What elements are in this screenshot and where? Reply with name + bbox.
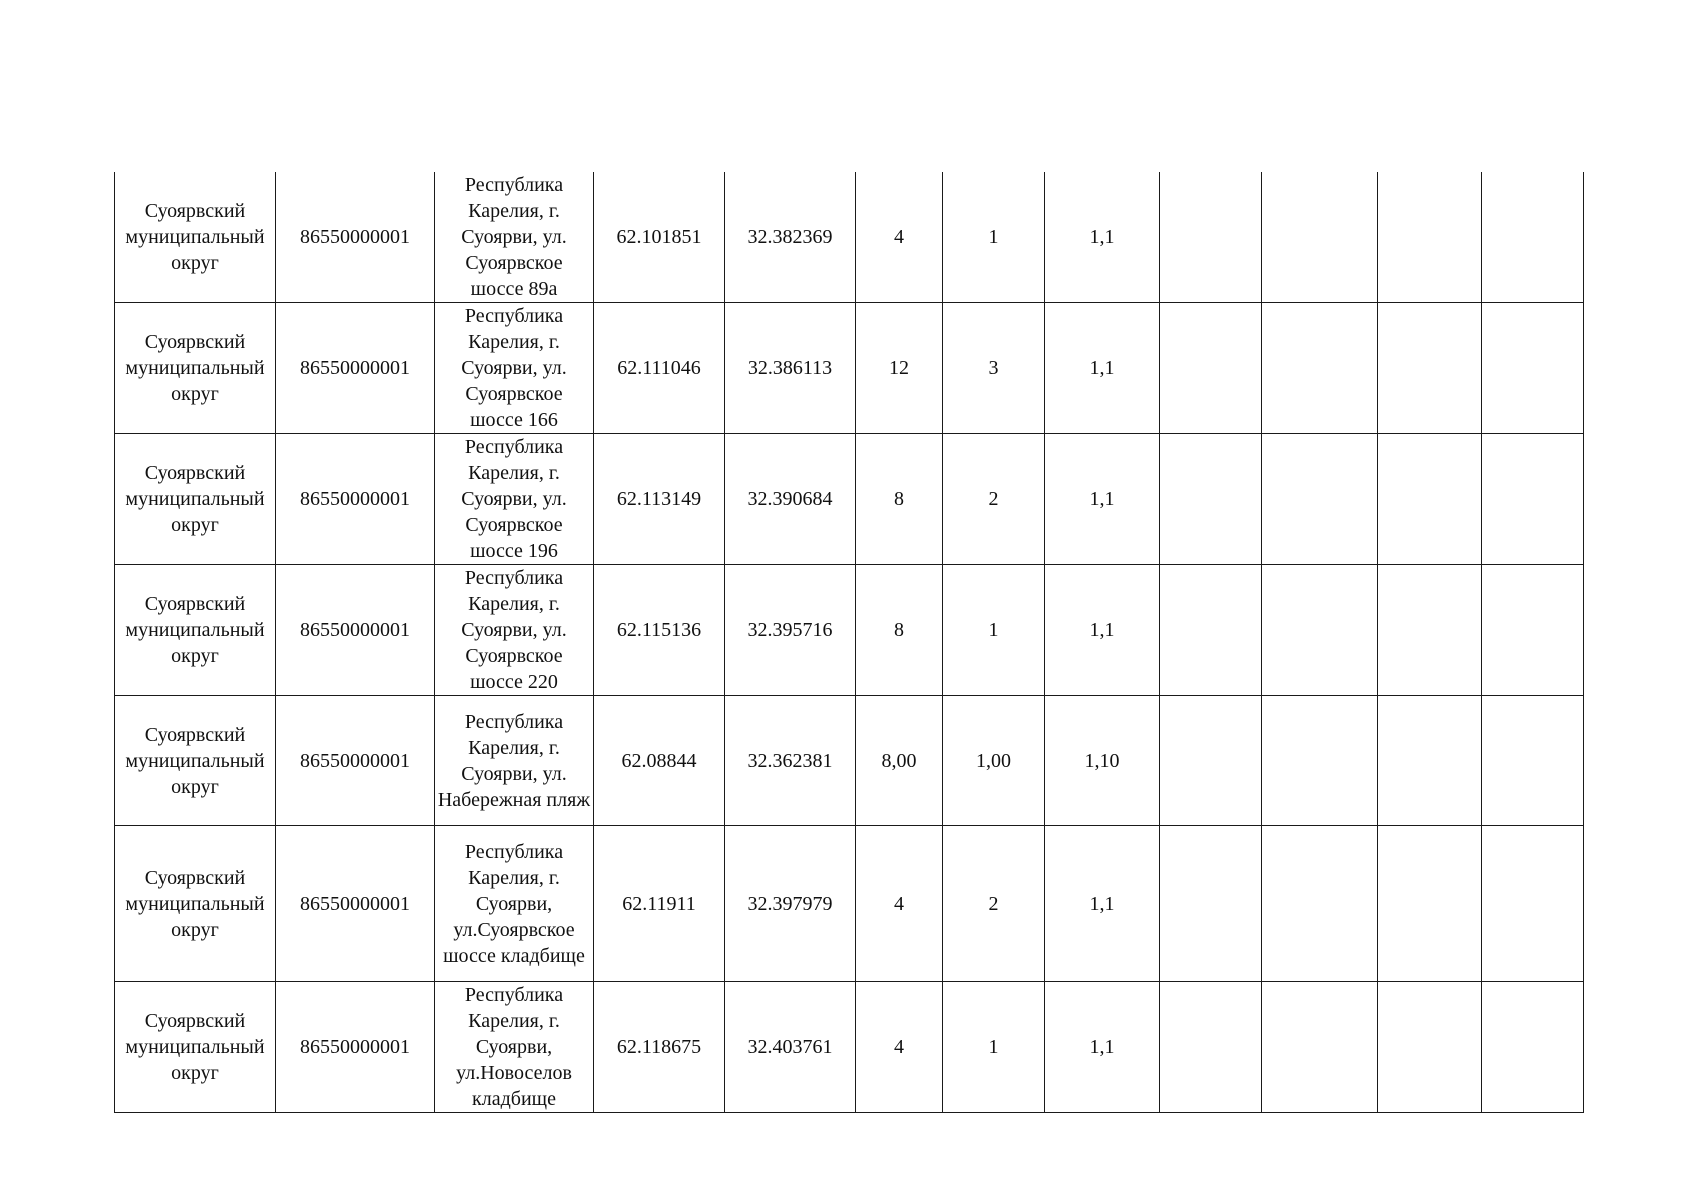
container-sites-table [114, 172, 1584, 1113]
latitude-text: 62.111046 [617, 357, 701, 379]
oktmo-cell [276, 172, 435, 303]
empty-cell [1482, 172, 1584, 303]
district-cell [115, 565, 276, 696]
empty-cell [1482, 434, 1584, 565]
col7-cell [943, 434, 1045, 565]
longitude-text: 32.397979 [747, 892, 833, 915]
empty-cell [1378, 303, 1482, 434]
table-row [115, 303, 1584, 434]
empty-cell [1262, 565, 1378, 696]
empty-cell [1160, 982, 1262, 1113]
empty-cell [1378, 172, 1482, 303]
col8-text: 1,1 [1089, 619, 1115, 641]
col8-text: 1,1 [1089, 892, 1115, 915]
table-row [115, 696, 1584, 826]
col6-text: 8,00 [881, 749, 917, 772]
address-text: Республика Карелия, г. Суоярви, ул. Набережная пляж [437, 710, 591, 811]
col8-text: 1,1 [1089, 1036, 1115, 1058]
oktmo-cell [276, 982, 435, 1113]
col8-text: 1,1 [1089, 357, 1115, 379]
empty-cell [1262, 434, 1378, 565]
col6-cell [856, 303, 943, 434]
district-cell [115, 172, 276, 303]
address-cell [435, 565, 594, 696]
col8-cell [1045, 565, 1160, 696]
longitude-cell [725, 982, 856, 1113]
district-cell [115, 982, 276, 1113]
col8-cell [1045, 982, 1160, 1113]
longitude-cell [725, 565, 856, 696]
latitude-cell [594, 696, 725, 826]
col6-cell [856, 172, 943, 303]
empty-cell [1378, 982, 1482, 1113]
latitude-cell [594, 982, 725, 1113]
address-text: Республика Карелия, г. Суоярви, ул. Суоярвское шоссе 196 [461, 436, 567, 562]
district-cell [115, 434, 276, 565]
address-text: Республика Карелия, г. Суоярви, ул. Суоярвское шоссе 89а [461, 174, 567, 300]
longitude-text: 32.390684 [747, 488, 833, 510]
district-cell [115, 696, 276, 826]
empty-cell [1378, 565, 1482, 696]
col7-cell [943, 565, 1045, 696]
empty-cell [1262, 982, 1378, 1113]
latitude-cell [594, 826, 725, 982]
col8-cell [1045, 303, 1160, 434]
empty-cell [1160, 565, 1262, 696]
address-text: Республика Карелия, г. Суоярви, ул. Суоярвское шоссе 220 [461, 567, 567, 693]
col8-cell [1045, 696, 1160, 826]
latitude-text: 62.113149 [616, 488, 702, 510]
col7-text: 1 [988, 226, 999, 248]
address-text: Республика Карелия, г. Суоярви, ул.Суоярвское шоссе кладбище [443, 840, 585, 967]
col6-cell [856, 434, 943, 565]
address-cell [435, 696, 594, 826]
district-text: Суоярвский муниципальный округ [125, 593, 265, 667]
oktmo-text: 86550000001 [300, 749, 410, 772]
col8-text: 1,1 [1089, 226, 1115, 248]
latitude-cell [594, 434, 725, 565]
empty-cell [1262, 303, 1378, 434]
col7-text: 2 [988, 892, 999, 915]
col6-cell [856, 982, 943, 1113]
col6-cell [856, 826, 943, 982]
latitude-text: 62.115136 [616, 619, 702, 641]
col8-cell [1045, 172, 1160, 303]
longitude-cell [725, 303, 856, 434]
district-text: Суоярвский муниципальный округ [125, 200, 265, 274]
empty-cell [1378, 696, 1482, 826]
latitude-cell [594, 172, 725, 303]
address-cell [435, 303, 594, 434]
address-cell [435, 982, 594, 1113]
col8-text: 1,10 [1084, 749, 1120, 772]
table-row [115, 982, 1584, 1113]
table-row [115, 565, 1584, 696]
address-cell [435, 434, 594, 565]
district-text: Суоярвский муниципальный округ [125, 723, 265, 798]
table-row [115, 172, 1584, 303]
col8-text: 1,1 [1089, 488, 1115, 510]
latitude-cell [594, 303, 725, 434]
empty-cell [1262, 172, 1378, 303]
table-row [115, 826, 1584, 982]
col6-text: 12 [889, 357, 909, 379]
col7-cell [943, 303, 1045, 434]
empty-cell [1160, 172, 1262, 303]
empty-cell [1378, 434, 1482, 565]
col7-text: 1 [988, 619, 999, 641]
empty-cell [1160, 434, 1262, 565]
latitude-text: 62.08844 [621, 749, 697, 772]
col6-cell [856, 565, 943, 696]
address-cell [435, 826, 594, 982]
longitude-cell [725, 696, 856, 826]
empty-cell [1160, 696, 1262, 826]
longitude-cell [725, 434, 856, 565]
latitude-text: 62.118675 [616, 1036, 702, 1058]
oktmo-text: 86550000001 [300, 619, 410, 641]
address-text: Республика Карелия, г. Суоярви, ул. Суоярвское шоссе 166 [461, 305, 567, 431]
col7-cell [943, 982, 1045, 1113]
longitude-cell [725, 172, 856, 303]
col6-cell [856, 696, 943, 826]
longitude-text: 32.386113 [747, 357, 833, 379]
district-text: Суоярвский муниципальный округ [125, 331, 265, 405]
col7-text: 1 [988, 1036, 999, 1058]
empty-cell [1160, 303, 1262, 434]
district-cell [115, 303, 276, 434]
district-text: Суоярвский муниципальный округ [125, 462, 265, 536]
district-text: Суоярвский муниципальный округ [125, 1010, 265, 1084]
address-text: Республика Карелия, г. Суоярви, ул.Новоселов кладбище [456, 984, 572, 1110]
oktmo-text: 86550000001 [300, 1036, 410, 1058]
col8-cell [1045, 826, 1160, 982]
col6-text: 8 [894, 619, 904, 641]
oktmo-text: 86550000001 [300, 226, 410, 248]
oktmo-cell [276, 434, 435, 565]
col6-text: 4 [894, 226, 904, 248]
district-text: Суоярвский муниципальный округ [125, 866, 265, 941]
empty-cell [1482, 826, 1584, 982]
col6-text: 8 [894, 488, 904, 510]
empty-cell [1482, 303, 1584, 434]
col7-text: 1,00 [976, 749, 1011, 772]
address-cell [435, 172, 594, 303]
oktmo-cell [276, 826, 435, 982]
col7-cell [943, 172, 1045, 303]
oktmo-text: 86550000001 [300, 488, 410, 510]
longitude-text: 32.403761 [747, 1036, 833, 1058]
latitude-text: 62.101851 [616, 226, 702, 248]
col8-cell [1045, 434, 1160, 565]
empty-cell [1378, 826, 1482, 982]
empty-cell [1262, 696, 1378, 826]
col7-cell [943, 696, 1045, 826]
longitude-text: 32.362381 [747, 749, 833, 772]
empty-cell [1482, 565, 1584, 696]
latitude-cell [594, 565, 725, 696]
col6-text: 4 [894, 892, 904, 915]
longitude-text: 32.382369 [747, 226, 833, 248]
oktmo-cell [276, 565, 435, 696]
empty-cell [1482, 696, 1584, 826]
empty-cell [1160, 826, 1262, 982]
oktmo-text: 86550000001 [300, 892, 410, 915]
longitude-cell [725, 826, 856, 982]
table-row [115, 434, 1584, 565]
empty-cell [1482, 982, 1584, 1113]
col7-cell [943, 826, 1045, 982]
col7-text: 3 [988, 357, 999, 379]
oktmo-cell [276, 303, 435, 434]
col7-text: 2 [988, 488, 999, 510]
district-cell [115, 826, 276, 982]
oktmo-text: 86550000001 [300, 357, 410, 379]
longitude-text: 32.395716 [747, 619, 833, 641]
oktmo-cell [276, 696, 435, 826]
col6-text: 4 [894, 1036, 904, 1058]
latitude-text: 62.11911 [622, 892, 696, 915]
empty-cell [1262, 826, 1378, 982]
